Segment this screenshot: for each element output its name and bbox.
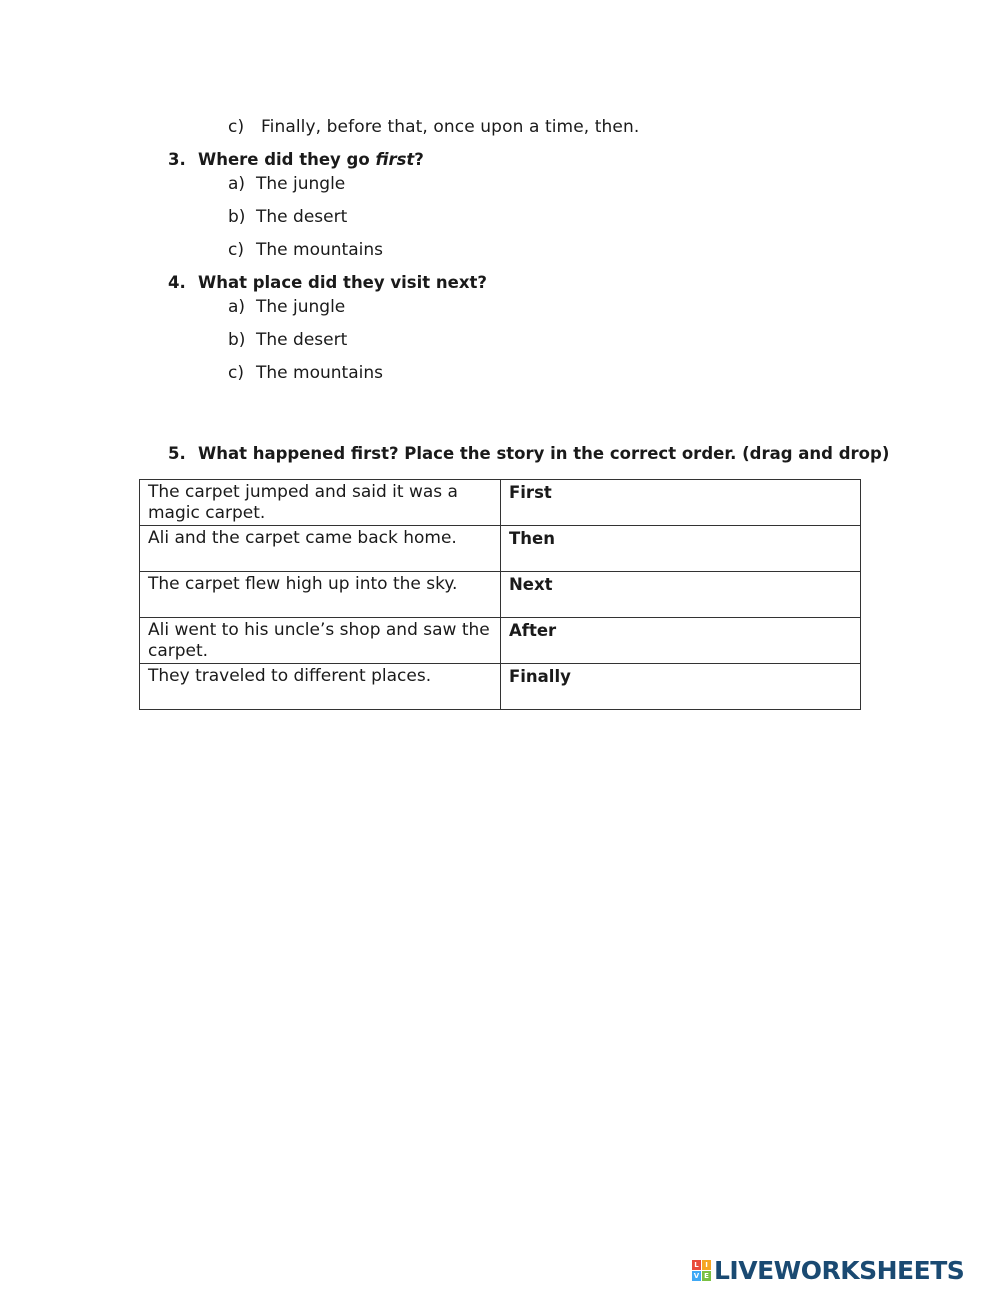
question-3: [168, 150, 424, 169]
table-row: [140, 526, 861, 572]
logo-letter-v: V: [693, 1271, 700, 1280]
story-order-table: [139, 479, 861, 710]
option-label: c): [228, 117, 245, 137]
draggable-event[interactable]: Ali and the carpet came back home.: [140, 526, 501, 572]
option-label: a): [228, 297, 246, 317]
option-text: The mountains: [256, 240, 383, 260]
question-number: 5.: [168, 444, 186, 463]
question-4: [168, 273, 487, 292]
liveworksheets-logo: [692, 1253, 964, 1287]
question-text-emphasis: first: [375, 150, 415, 169]
table-row: [140, 618, 861, 664]
option-text: Finally, before that, once upon a time, then.: [261, 117, 640, 137]
table-row: [140, 664, 861, 710]
option-label: a): [228, 174, 246, 194]
order-word: First: [501, 480, 861, 526]
brand-name: LIVEWORKSHEETS: [714, 1255, 965, 1285]
prev-question-option-c: [228, 117, 639, 137]
liveworksheets-icon: [692, 1260, 711, 1281]
q4-option-b[interactable]: [228, 330, 347, 350]
question-text-end: ?: [414, 150, 424, 169]
q3-option-a[interactable]: [228, 174, 345, 194]
option-text: The desert: [256, 330, 348, 350]
question-5: [168, 444, 889, 463]
option-label: c): [228, 240, 244, 260]
table-row: [140, 572, 861, 618]
draggable-event[interactable]: The carpet flew high up into the sky.: [140, 572, 501, 618]
q3-option-c[interactable]: [228, 240, 383, 260]
order-word: Finally: [501, 664, 861, 710]
table-row: [140, 480, 861, 526]
question-number: 3.: [168, 150, 186, 169]
draggable-event[interactable]: The carpet jumped and said it was a magic carpet.: [140, 480, 501, 526]
q4-option-c[interactable]: [228, 363, 383, 383]
q4-option-a[interactable]: [228, 297, 345, 317]
option-text: The jungle: [256, 297, 346, 317]
option-text: The jungle: [256, 174, 346, 194]
logo-letter-i: I: [702, 1260, 711, 1270]
logo-letter-e: E: [702, 1271, 711, 1281]
order-word: Next: [501, 572, 861, 618]
logo-letter-l: L: [692, 1260, 701, 1270]
question-text: What happened first? Place the story in the correct order. (drag and drop): [198, 444, 890, 463]
question-text: Where did they go: [198, 150, 376, 169]
question-text: What place did they visit next?: [198, 273, 487, 292]
option-text: The mountains: [256, 363, 383, 383]
option-label: c): [228, 363, 244, 383]
order-word: Then: [501, 526, 861, 572]
question-number: 4.: [168, 273, 186, 292]
draggable-event[interactable]: Ali went to his uncle’s shop and saw the carpet.: [140, 618, 501, 664]
option-label: b): [228, 207, 246, 227]
option-label: b): [228, 330, 246, 350]
q3-option-b[interactable]: [228, 207, 347, 227]
draggable-event[interactable]: They traveled to different places.: [140, 664, 501, 710]
order-word: After: [501, 618, 861, 664]
option-text: The desert: [256, 207, 348, 227]
